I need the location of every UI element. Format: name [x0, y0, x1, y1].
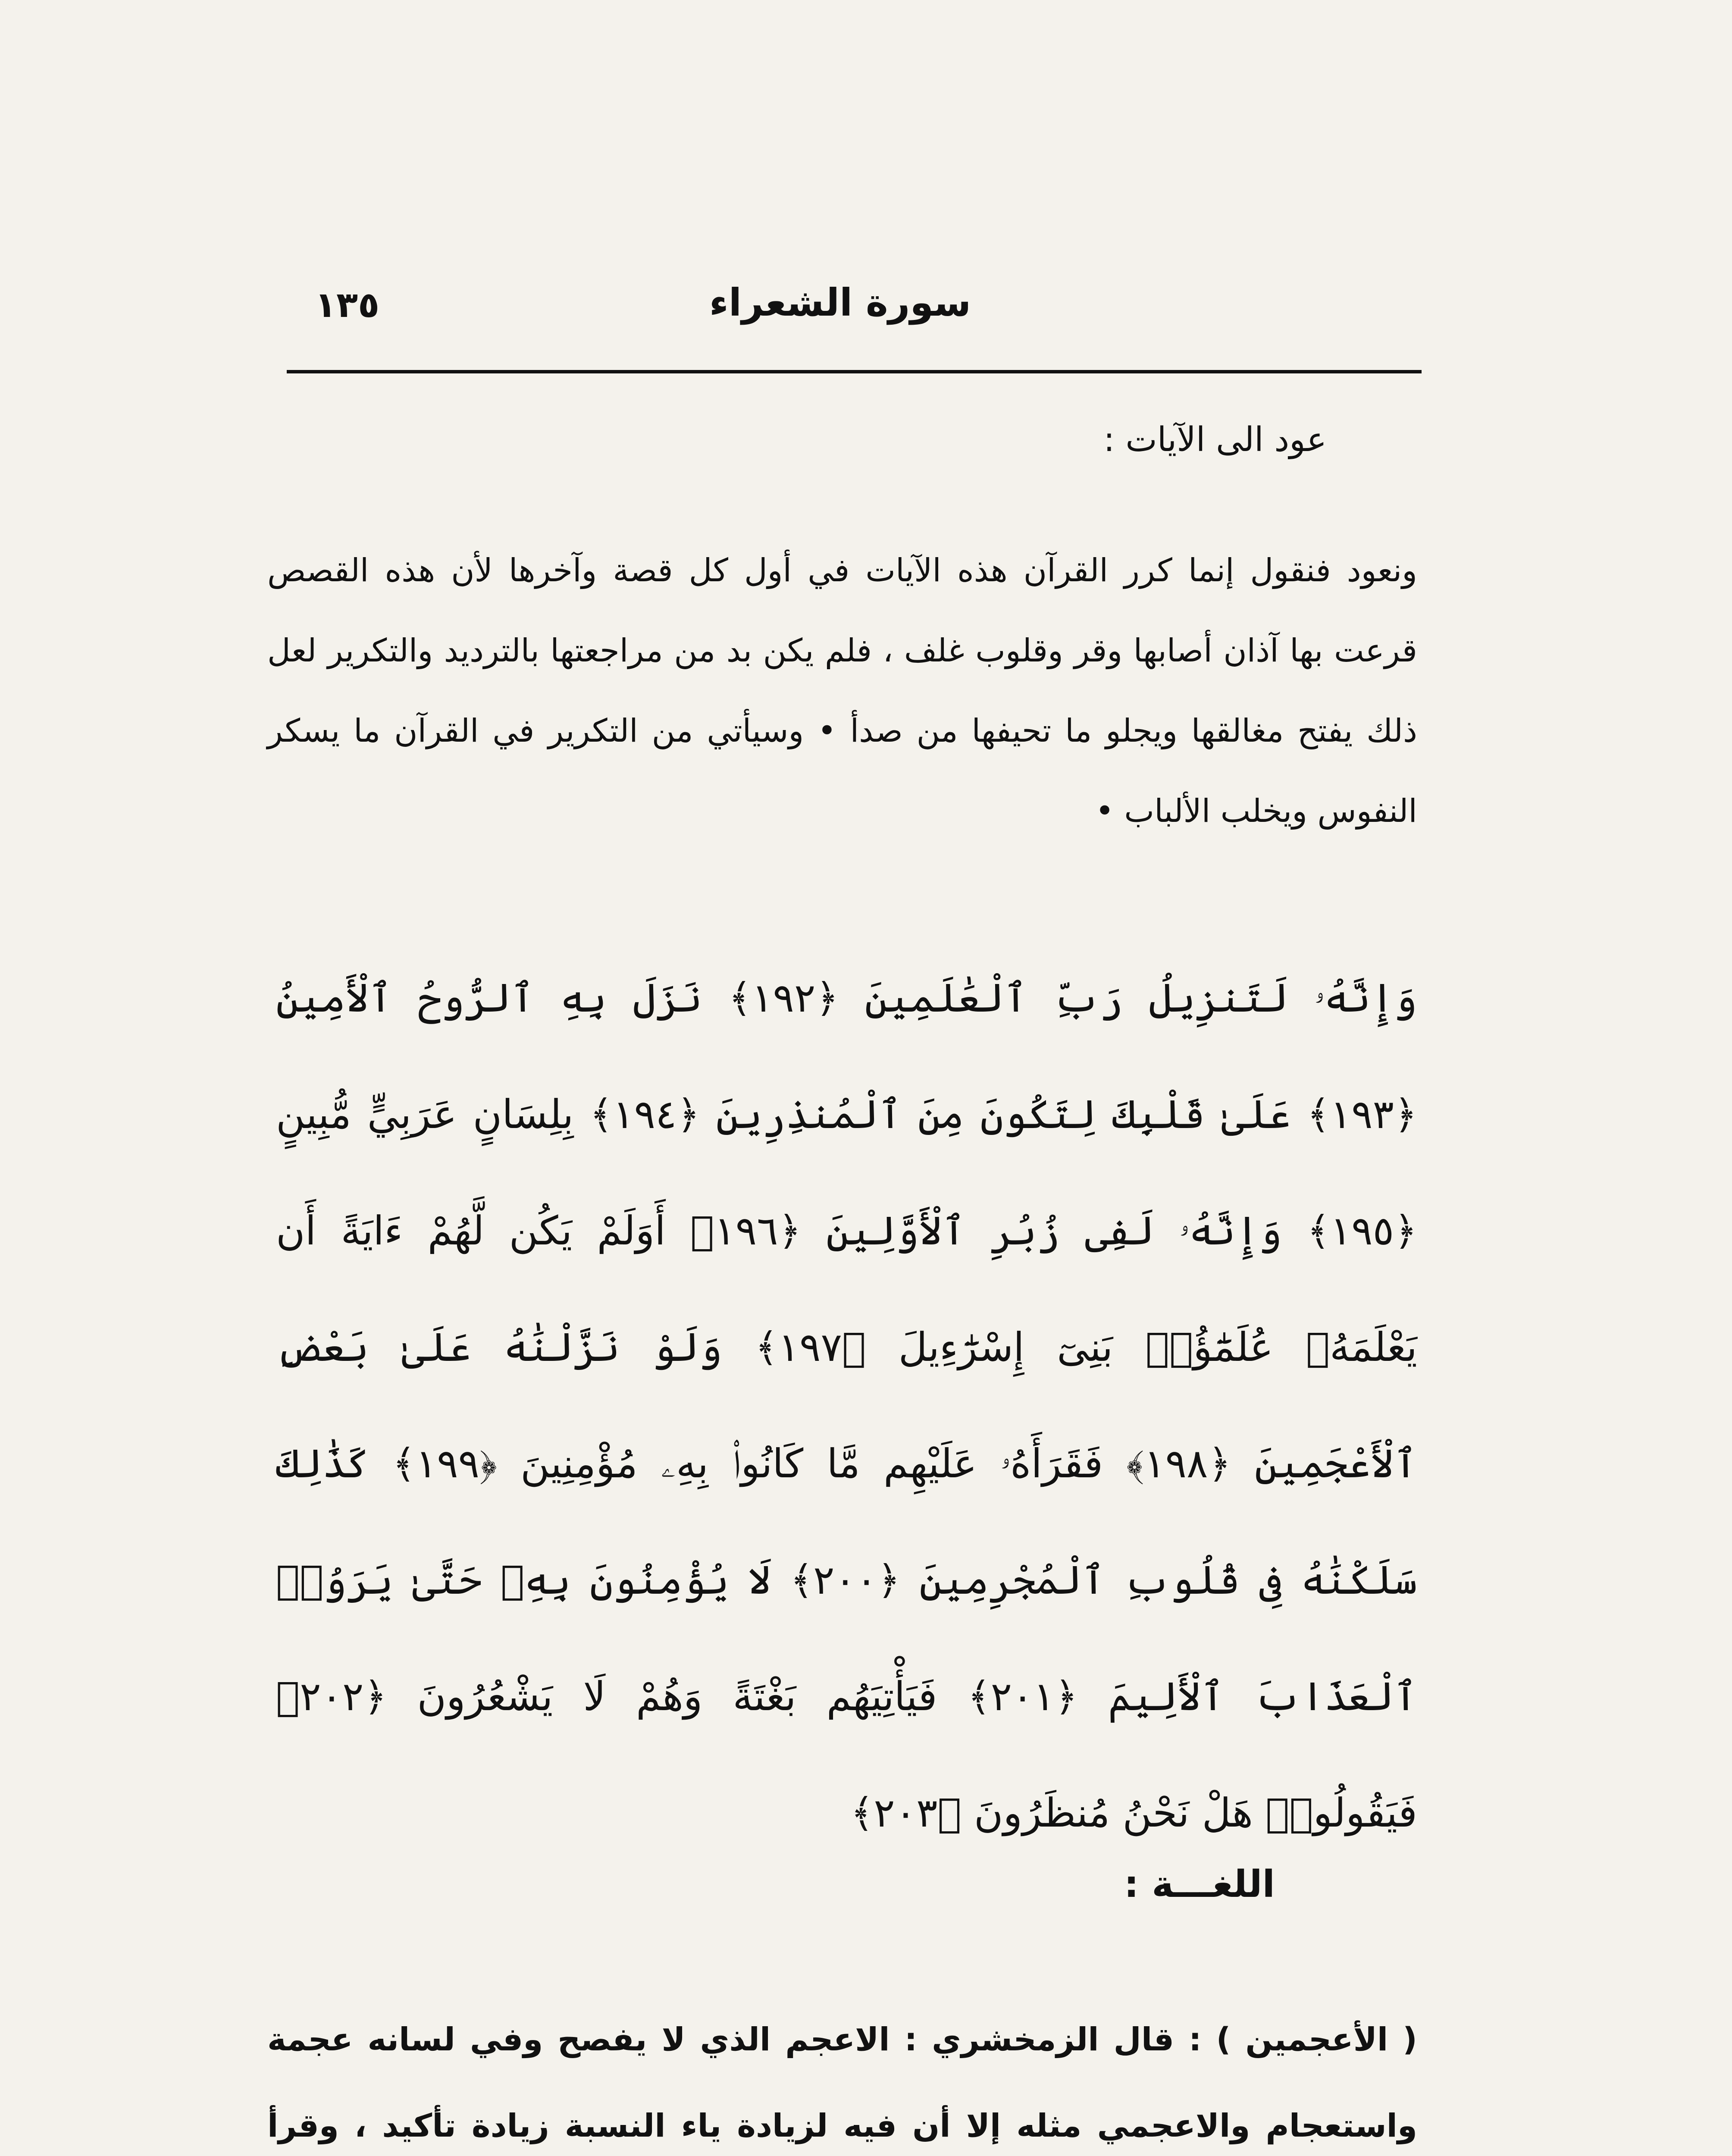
- running-title: سورة الشعراء: [709, 280, 971, 325]
- lughah-paragraph: ( الأعجمين ) : قال الزمخشري : الاعجم الذي لا يفصح وفي لسانه عجمة واستعجام والاعجمي مثله إلا أن فيه لزيادة ياء النسبة زيادة تأكيد ، وقرأ: [267, 2021, 1417, 2144]
- verse-text: فَقَرَأَهُۥ عَلَيْهِم مَّا كَانُوا۟ بِهِۦ مُؤْمِنِينَ: [520, 1441, 1103, 1487]
- verse-number-marker: ﴿٢٠٣﴾: [850, 1790, 962, 1836]
- verse-number-marker: ﴿٢٠١﴾: [967, 1673, 1078, 1720]
- verse-text: بِلِسَانٍ عَرَبِيٍّ مُّبِينٍ: [276, 1091, 574, 1138]
- quran-verses: [276, 940, 1417, 1871]
- verse-number-marker: ﴿١٩٩﴾: [392, 1441, 497, 1487]
- verse-text: وَلَوْ نَزَّلْنَٰهُ عَلَىٰ بَعْضِ ٱلْأَعْجَمِينَ: [276, 1324, 1417, 1487]
- verse-number-marker: ﴿١٩٧﴾: [755, 1324, 866, 1370]
- verse-number-marker: ﴿٢٠٠﴾: [790, 1557, 901, 1603]
- verse-text: عَلَىٰ قَلْبِكَ لِتَكُونَ مِنَ ٱلْمُنذِرِينَ: [716, 1091, 1291, 1138]
- verse-text: فَيَأْتِيَهُم بَغْتَةً وَهُمْ لَا يَشْعُرُونَ: [417, 1673, 937, 1720]
- verse-number-marker: ﴿١٩٤﴾: [589, 1091, 700, 1138]
- lughah-heading: اللغـــة :: [1124, 1863, 1275, 1906]
- section-heading: عود الى الآيات :: [1103, 420, 1327, 459]
- verse-text: كَذَٰلِكَ سَلَكْنَٰهُ فِى قُلُوبِ ٱلْمُجْرِمِينَ: [276, 1441, 1417, 1603]
- verse-text: لَا يُؤْمِنُونَ بِهِۦ حَتَّىٰ يَرَوُا۟ ٱلْعَذَابَ ٱلْأَلِيمَ: [276, 1557, 1417, 1720]
- page-header: [259, 276, 1422, 345]
- verse-number-marker: ﴿١٩٦﴾: [690, 1208, 802, 1254]
- verse-number-marker: ﴿١٩٣﴾: [1306, 1091, 1417, 1138]
- verse-text: وَإِنَّهُۥ لَفِى زُبُرِ ٱلْأَوَّلِينَ: [826, 1208, 1282, 1254]
- verse-number-marker: ﴿١٩٥﴾: [1306, 1208, 1418, 1254]
- header-rule: [287, 370, 1422, 373]
- verse-text: فَيَقُولُوا۟ هَلْ نَحْنُ مُنظَرُونَ: [974, 1790, 1417, 1836]
- page-number: ١٣٥: [315, 285, 380, 326]
- verse-number-marker: ﴿٢٠٢﴾: [276, 1673, 387, 1720]
- verse-text: نَزَلَ بِهِ ٱلرُّوحُ ٱلْأَمِينُ: [276, 975, 703, 1021]
- verse-number-marker: ﴿١٩٢﴾: [728, 975, 839, 1021]
- verse-number-marker: ﴿١٩٨﴾: [1126, 1441, 1231, 1487]
- verse-text: أَوَلَمْ يَكُن لَّهُمْ ءَايَةً أَن يَعْلَمَهُۥ عُلَمَٰٓؤُا۟ بَنِىٓ إِسْرَٰٓءِيلَ: [276, 1208, 1417, 1370]
- intro-paragraph: ونعود فنقول إنما كرر القرآن هذه الآيات في أول كل قصة وآخرها لأن هذه القصص قرعت بها آذان أصابها وقر وقلوب غلف ، فلم يكن بد من مراجعتها بالترديد والتكرير لعل ذلك يفتح مغالقها ويجلو ما تحيفها من صدأ • وسيأتي من التكرير في القرآن ما يسكر النفوس ويخلب الألباب •: [267, 552, 1417, 830]
- verse-text: وَإِنَّهُۥ لَتَنزِيلُ رَبِّ ٱلْعَٰلَمِينَ: [864, 975, 1417, 1021]
